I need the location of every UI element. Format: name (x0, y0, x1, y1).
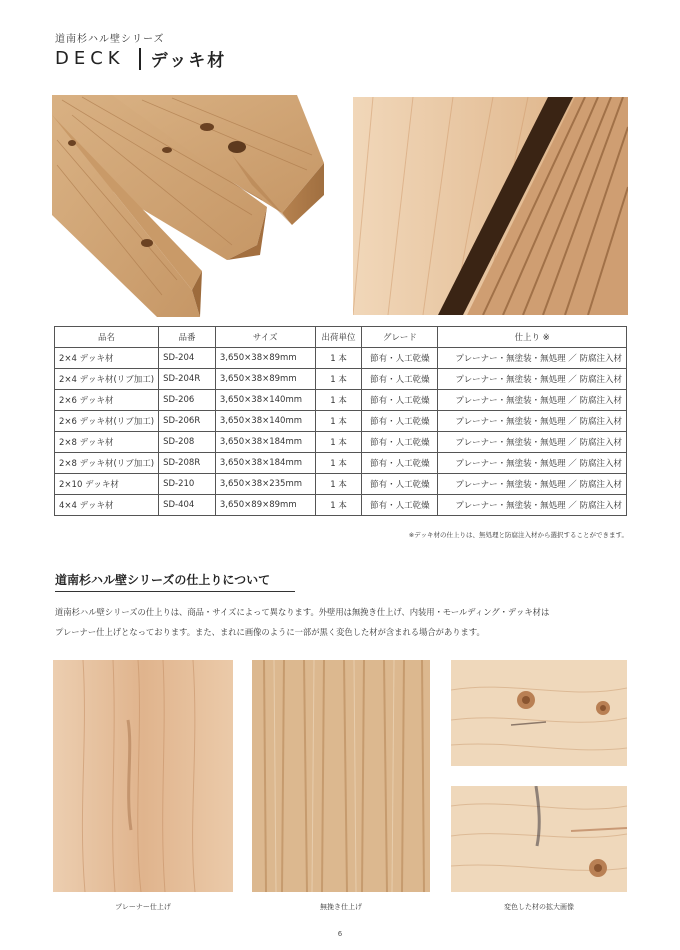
table-row (55, 432, 627, 453)
section-heading: 道南杉ハル壁シリーズの仕上りについて (55, 573, 271, 587)
discolored-closeup-photo (451, 660, 627, 766)
cell-name: 2×8 デッキ材 (55, 432, 159, 453)
cell-code: SD-204 (159, 348, 216, 369)
page-title (55, 46, 226, 71)
cell-size: 3,650×38×89mm (215, 369, 315, 390)
title-japanese: デッキ材 (150, 51, 227, 71)
cell-grade: 節有・人工乾燥 (362, 411, 438, 432)
cell-unit: 1 本 (315, 411, 362, 432)
header-grade: グレード (362, 327, 438, 348)
series-label: 道南杉ハル壁シリーズ (55, 34, 165, 45)
cell-size: 3,650×38×184mm (215, 453, 315, 474)
spec-table (54, 326, 627, 516)
cell-name: 2×4 デッキ材 (55, 348, 159, 369)
cell-unit: 1 本 (315, 369, 362, 390)
cell-name: 2×8 デッキ材(リブ加工) (55, 453, 159, 474)
cell-size: 3,650×38×235mm (215, 474, 315, 495)
table-row (55, 369, 627, 390)
cell-grade: 節有・人工乾燥 (362, 369, 438, 390)
table-row (55, 453, 627, 474)
page-number: 6 (337, 930, 343, 938)
planed-finish-photo (53, 660, 233, 892)
cell-unit: 1 本 (315, 474, 362, 495)
cell-code: SD-206R (159, 411, 216, 432)
cell-finish: プレーナー・無塗装・無処理 ／ 防腐注入材 (438, 369, 627, 390)
discolored-closeup-photo (451, 786, 627, 892)
cell-code: SD-206 (159, 390, 216, 411)
cell-grade: 節有・人工乾燥 (362, 348, 438, 369)
title-divider (139, 48, 141, 70)
cell-grade: 節有・人工乾燥 (362, 474, 438, 495)
cell-unit: 1 本 (315, 495, 362, 516)
cell-finish: プレーナー・無塗装・無処理 ／ 防腐注入材 (438, 390, 627, 411)
table-row (55, 411, 627, 432)
caption-discolored: 変色した材の拡大画像 (504, 903, 574, 911)
deck-boards-photo (52, 95, 324, 317)
cell-size: 3,650×89×89mm (215, 495, 315, 516)
cell-code: SD-210 (159, 474, 216, 495)
cell-grade: 節有・人工乾燥 (362, 432, 438, 453)
cell-name: 2×4 デッキ材(リブ加工) (55, 369, 159, 390)
cell-grade: 節有・人工乾燥 (362, 390, 438, 411)
cell-unit: 1 本 (315, 432, 362, 453)
header-finish: 仕上り ※ (438, 327, 627, 348)
cell-size: 3,650×38×140mm (215, 390, 315, 411)
header-name: 品名 (55, 327, 159, 348)
cell-grade: 節有・人工乾燥 (362, 453, 438, 474)
cell-grade: 節有・人工乾燥 (362, 495, 438, 516)
wood-grain-closeup-photo (353, 97, 628, 315)
caption-rough: 無挽き仕上げ (320, 903, 362, 911)
title-english: DECK (55, 48, 125, 69)
cell-finish: プレーナー・無塗装・無処理 ／ 防腐注入材 (438, 348, 627, 369)
header-size: サイズ (215, 327, 315, 348)
cell-finish: プレーナー・無塗装・無処理 ／ 防腐注入材 (438, 432, 627, 453)
cell-size: 3,650×38×184mm (215, 432, 315, 453)
cell-name: 2×6 デッキ材 (55, 390, 159, 411)
section-body (55, 602, 630, 642)
cell-code: SD-204R (159, 369, 216, 390)
cell-finish: プレーナー・無塗装・無処理 ／ 防腐注入材 (438, 474, 627, 495)
table-row (55, 474, 627, 495)
caption-planed: プレーナー仕上げ (115, 903, 171, 911)
cell-unit: 1 本 (315, 390, 362, 411)
header-code: 品番 (159, 327, 216, 348)
section-text-line: 道南杉ハル壁シリーズの仕上りは、商品・サイズによって異なります。外壁用は無挽き仕上げ、内装用・モールディング・デッキ材は (55, 607, 550, 617)
header-unit: 出荷単位 (315, 327, 362, 348)
table-note: ※デッキ材の仕上りは、無処理と防腐注入材から選択することができます。 (408, 531, 628, 539)
cell-name: 2×10 デッキ材 (55, 474, 159, 495)
table-row (55, 495, 627, 516)
cell-name: 2×6 デッキ材(リブ加工) (55, 411, 159, 432)
cell-finish: プレーナー・無塗装・無処理 ／ 防腐注入材 (438, 495, 627, 516)
cell-finish: プレーナー・無塗装・無処理 ／ 防腐注入材 (438, 411, 627, 432)
section-text-line: プレーナー仕上げとなっております。また、まれに画像のように一部が黒く変色した材が含まれる場合があります。 (55, 627, 485, 637)
cell-unit: 1 本 (315, 453, 362, 474)
cell-size: 3,650×38×140mm (215, 411, 315, 432)
cell-size: 3,650×38×89mm (215, 348, 315, 369)
table-row (55, 348, 627, 369)
cell-finish: プレーナー・無塗装・無処理 ／ 防腐注入材 (438, 453, 627, 474)
cell-code: SD-208R (159, 453, 216, 474)
cell-unit: 1 本 (315, 348, 362, 369)
cell-name: 4×4 デッキ材 (55, 495, 159, 516)
section-divider (55, 591, 295, 592)
rough-sawn-photo (252, 660, 430, 892)
cell-code: SD-404 (159, 495, 216, 516)
table-row (55, 390, 627, 411)
table-header-row (55, 327, 627, 348)
cell-code: SD-208 (159, 432, 216, 453)
